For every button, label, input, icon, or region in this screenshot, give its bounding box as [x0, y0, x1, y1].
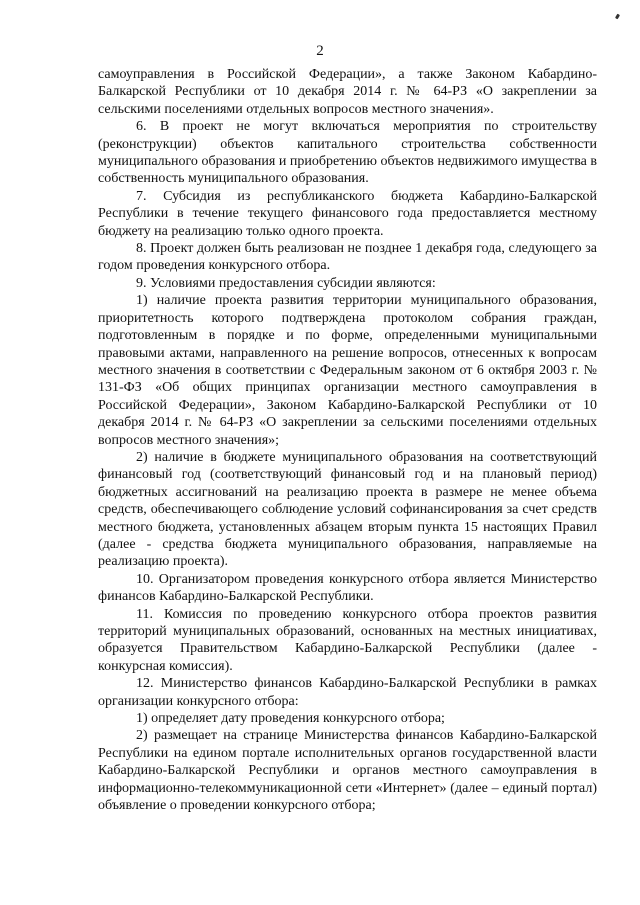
paragraph: 1) определяет дату проведения конкурсного отбора; — [136, 711, 445, 727]
paragraph: 2) размещает на странице Министерства финансов Кабардино-Балкарской Республики на едином портале исполнительных органов государственной власти Кабардино-Балкарской Республики и органов местного самоуправления в информационно-телекоммуникационной сети «Интернет» (далее – единый портал) объявление о проведении конкурсного отбора; — [98, 728, 597, 814]
scan-mark — [615, 14, 620, 20]
paragraph: самоуправления в Российской Федерации», а также Законом Кабардино-Балкарской Республики от 10 декабря 2014 г. № 64-РЗ «О закреплении за сельскими поселениями отдельных вопросов местного значения». — [98, 67, 597, 117]
paragraph: 10. Организатором проведения конкурсного отбора является Министерство финансов Кабардино-Балкарской Республики. — [98, 571, 597, 605]
paragraph: 8. Проект должен быть реализован не позднее 1 декабря года, следующего за годом проведения конкурсного отбора. — [98, 241, 597, 274]
paragraph: 12. Министерство финансов Кабардино-Балкарской Республики в рамках организации конкурсного отбора: — [98, 676, 597, 709]
page-number: 2 — [316, 43, 324, 59]
paragraph: 9. Условиями предоставления субсидии являются: — [136, 275, 436, 291]
paragraph: 2) наличие в бюджете муниципального образования на соответствующий финансовый год (соответствующий финансовый год и на плановый период) бюджетных ассигнований на реализацию проекта в размере не менее объема средств, обеспечивающего соблюдение условий софинансирования за счет средств местного бюджета, установленных абзацем вторым пункта 15 настоящих Правил (далее - средства бюджета муниципального образования, направляемые на реализацию проекта). — [98, 449, 597, 570]
paragraph: 1) наличие проекта развития территории муниципального образования, приоритетность которого подтверждена протоколом собрания граждан, подготовленным в порядке и по форме, определенными муниципальными правовыми актами, направленного на решение вопросов, отнесенных к вопросам местного значения в соответствии с Федеральным законом от 6 октября 2003 г. № 131-ФЗ «Об общих принципах организации местного самоуправления в Российской Федерации», Законом Кабардино-Балкарской Республики от 10 декабря 2014 г. № 64-РЗ «О закреплении за сельскими поселениями отдельных вопросов местного значения»; — [98, 293, 597, 448]
paragraph: 7. Субсидия из республиканского бюджета Кабардино-Балкарской Республики в течение текущего финансового года предоставляется местному бюджету на реализацию только одного проекта. — [98, 188, 597, 239]
document-body — [98, 66, 597, 814]
paragraph: 11. Комиссия по проведению конкурсного отбора проектов развития территорий муниципальных образований, основанных на местных инициативах, образуется Правительством Кабардино-Балкарской Республики (далее - конкурсная комиссия). — [98, 606, 597, 674]
paragraph: 6. В проект не могут включаться мероприятия по строительству (реконструкции) объектов капитального строительства собственности муниципального образования и приобретению объектов недвижимого имущества в собственность муниципального образования. — [98, 119, 597, 187]
